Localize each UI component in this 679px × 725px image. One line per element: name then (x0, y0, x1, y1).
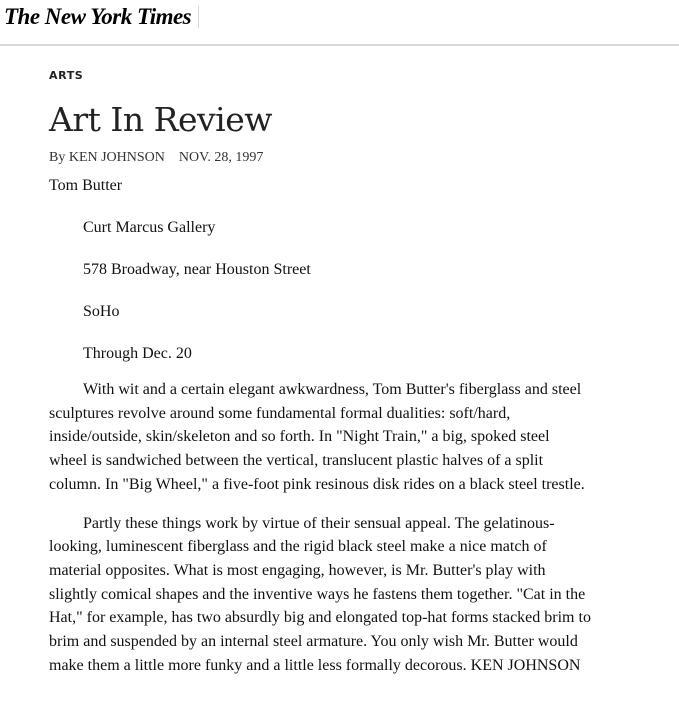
text-line: column. In "Big Wheel," a five-foot pink resinous disk rides on a black steel trestle. (49, 475, 585, 493)
author: By KEN JOHNSON (49, 150, 165, 165)
body-paragraph-2 (49, 512, 679, 678)
section-label[interactable]: ARTS (49, 69, 84, 82)
text-line: slightly comical shapes and the inventive ways he fastens them together. "Cat in the (49, 585, 586, 603)
article (49, 66, 679, 677)
body-paragraph-1 (49, 378, 679, 497)
logo-divider (198, 6, 199, 28)
gallery-neighborhood: SoHo (83, 303, 120, 320)
nyt-logo[interactable]: The New York Times (4, 4, 192, 29)
text-line: brim and suspended by an internal steel armature. You only wish Mr. Butter would (49, 633, 578, 651)
headline: Art In Review (49, 100, 272, 139)
gallery-address: 578 Broadway, near Houston Street (83, 261, 311, 278)
text-line: make them a little more funky and a little less formally decorous. KEN JOHNSON (49, 656, 581, 674)
text-line: material opposites. What is most engaging, however, is Mr. Butter's play with (49, 561, 546, 579)
text-line: Hat," for example, has two absurdly big and elongated top-hat forms stacked brim to (49, 609, 591, 627)
exhibition-dates: Through Dec. 20 (83, 345, 192, 362)
masthead (0, 0, 679, 46)
review-subject: Tom Butter (49, 177, 123, 194)
gallery-name: Curt Marcus Gallery (83, 219, 216, 236)
text-line: sculptures revolve around some fundamental formal dualities: soft/hard, (49, 404, 511, 422)
text-line: With wit and a certain elegant awkwardness, Tom Butter's fiberglass and steel (83, 381, 582, 398)
text-line: looking, luminescent fiberglass and the rigid black steel make a nice match of (49, 538, 547, 556)
text-line: wheel is sandwiched between the vertical, translucent plastic halves of a split (49, 452, 544, 470)
byline (49, 149, 679, 167)
text-line: inside/outside, skin/skeleton and so forth. In "Night Train," a big, spoked steel (49, 428, 550, 446)
publish-date: NOV. 28, 1997 (178, 150, 264, 165)
masthead-rule (0, 44, 679, 46)
text-line: Partly these things work by virtue of their sensual appeal. The gelatinous- (83, 514, 555, 532)
